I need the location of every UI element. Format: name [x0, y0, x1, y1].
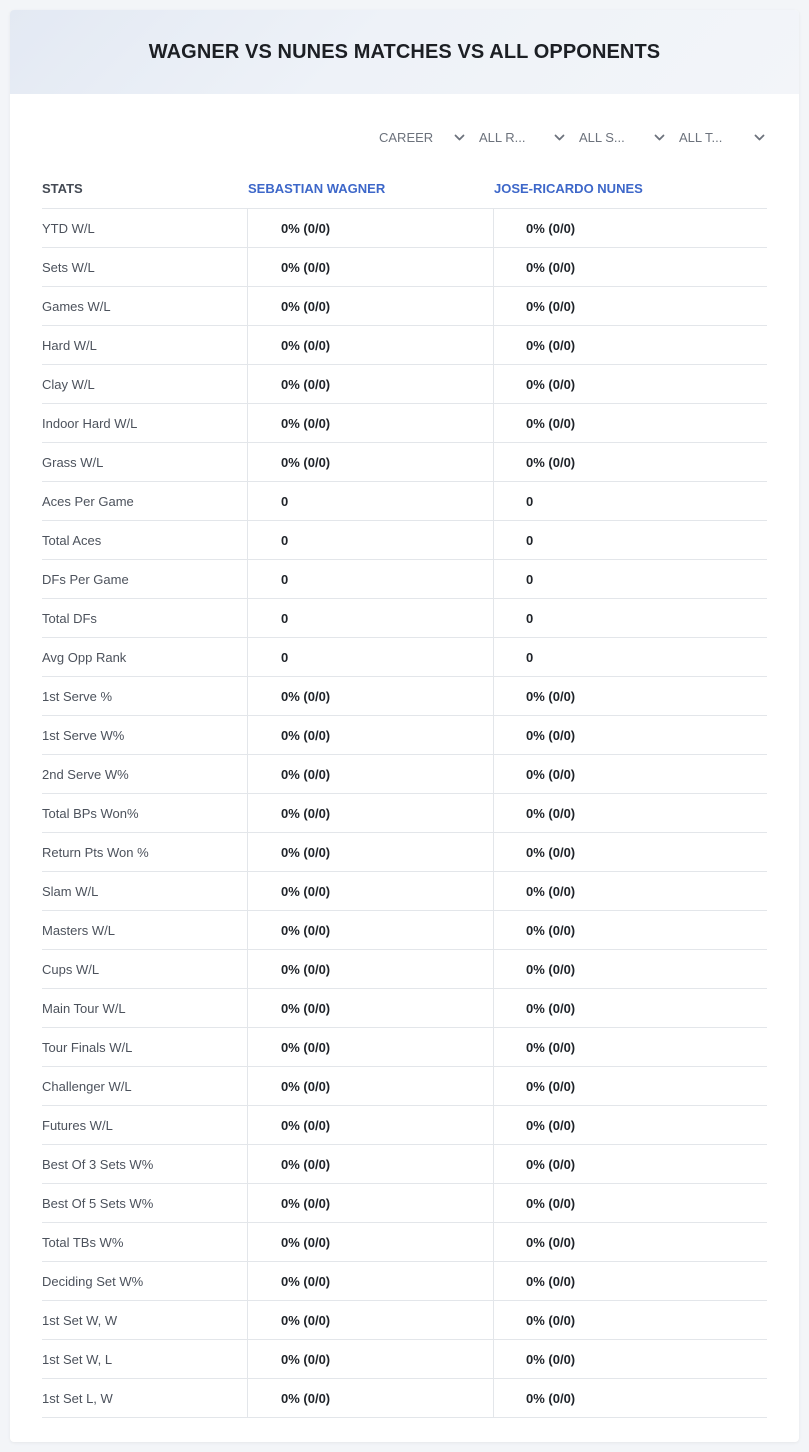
stat-label: Deciding Set W% [42, 1262, 248, 1300]
player2-value: 0 [526, 571, 534, 587]
player2-value: 0% (0/0) [526, 1039, 576, 1055]
player1-value: 0% (0/0) [248, 755, 494, 793]
table-row [42, 716, 767, 755]
player2-value: 0% (0/0) [526, 766, 576, 782]
filter-surface-select[interactable] [579, 127, 665, 147]
player1-value: 0 [248, 638, 494, 676]
player1-value: 0% (0/0) [248, 716, 494, 754]
table-row [42, 521, 767, 560]
filter-round-select[interactable] [479, 127, 565, 147]
stat-label: Hard W/L [42, 326, 248, 364]
stat-label: Return Pts Won % [42, 833, 248, 871]
stat-label: 1st Set L, W [42, 1379, 248, 1417]
table-row [42, 404, 767, 443]
table-row [42, 1145, 767, 1184]
player1-value: 0% (0/0) [248, 677, 494, 715]
table-row [42, 599, 767, 638]
player2-value: 0% (0/0) [526, 1273, 576, 1289]
filter-period-label: CAREER [379, 129, 434, 145]
player1-value: 0% (0/0) [248, 1106, 494, 1144]
table-row [42, 1067, 767, 1106]
player2-value: 0% (0/0) [526, 922, 576, 938]
table-row [42, 326, 767, 365]
player2-value: 0% (0/0) [526, 1000, 576, 1016]
player1-value: 0% (0/0) [248, 1184, 494, 1222]
stat-label: YTD W/L [42, 209, 248, 247]
stat-label: Clay W/L [42, 365, 248, 403]
player1-value: 0% (0/0) [248, 1340, 494, 1378]
stat-label: Aces Per Game [42, 482, 248, 520]
table-row [42, 833, 767, 872]
table-row [42, 677, 767, 716]
player1-value: 0% (0/0) [248, 1262, 494, 1300]
table-row [42, 638, 767, 677]
stat-label: Indoor Hard W/L [42, 404, 248, 442]
stat-label: Avg Opp Rank [42, 638, 248, 676]
table-row [42, 482, 767, 521]
player2-value: 0% (0/0) [526, 1312, 576, 1328]
table-row [42, 1223, 767, 1262]
player2-value: 0% (0/0) [526, 259, 576, 275]
stat-label: Best Of 3 Sets W% [42, 1145, 248, 1183]
player2-value: 0% (0/0) [526, 1234, 576, 1250]
stat-label: DFs Per Game [42, 560, 248, 598]
stat-label: 1st Serve % [42, 677, 248, 715]
table-row [42, 443, 767, 482]
table-row [42, 872, 767, 911]
table-row [42, 1106, 767, 1145]
player2-value: 0 [526, 532, 534, 548]
player1-value: 0% (0/0) [248, 911, 494, 949]
player1-value: 0% (0/0) [248, 209, 494, 247]
stats-card [10, 10, 799, 1442]
filter-surface-label: ALL S... [579, 129, 625, 145]
player2-value: 0% (0/0) [526, 376, 576, 392]
player2-value: 0% (0/0) [526, 1156, 576, 1172]
filter-bar [379, 127, 765, 147]
stat-label: Games W/L [42, 287, 248, 325]
stat-label: Challenger W/L [42, 1067, 248, 1105]
table-row [42, 1340, 767, 1379]
stat-label: Futures W/L [42, 1106, 248, 1144]
player2-value: 0% (0/0) [526, 727, 576, 743]
chevron-down-icon [654, 132, 665, 143]
player2-value: 0% (0/0) [526, 298, 576, 314]
player1-value: 0% (0/0) [248, 950, 494, 988]
player2-value: 0% (0/0) [526, 805, 576, 821]
player2-value: 0 [526, 493, 534, 509]
player2-value: 0% (0/0) [526, 1195, 576, 1211]
stat-label: Total TBs W% [42, 1223, 248, 1261]
stat-label: 2nd Serve W% [42, 755, 248, 793]
player2-value: 0 [526, 649, 534, 665]
player2-value: 0 [526, 610, 534, 626]
player1-value: 0% (0/0) [248, 872, 494, 910]
player1-value: 0% (0/0) [248, 1301, 494, 1339]
filter-tournament-select[interactable] [679, 127, 765, 147]
chevron-down-icon [754, 132, 765, 143]
stat-label: 1st Set W, W [42, 1301, 248, 1339]
stat-label: Best Of 5 Sets W% [42, 1184, 248, 1222]
stat-label: Masters W/L [42, 911, 248, 949]
player1-value: 0% (0/0) [248, 1145, 494, 1183]
table-row [42, 989, 767, 1028]
stat-label: Total Aces [42, 521, 248, 559]
player2-value: 0% (0/0) [526, 883, 576, 899]
table-header [42, 168, 767, 209]
header-stats: STATS [42, 180, 83, 196]
stat-label: Sets W/L [42, 248, 248, 286]
player2-value: 0% (0/0) [526, 1390, 576, 1406]
stat-label: Slam W/L [42, 872, 248, 910]
player2-value: 0% (0/0) [526, 1078, 576, 1094]
table-row [42, 794, 767, 833]
table-row [42, 1262, 767, 1301]
stat-label: Tour Finals W/L [42, 1028, 248, 1066]
player1-value: 0 [248, 599, 494, 637]
stat-label: Total DFs [42, 599, 248, 637]
player2-value: 0% (0/0) [526, 454, 576, 470]
stat-label: Cups W/L [42, 950, 248, 988]
player1-value: 0% (0/0) [248, 326, 494, 364]
filter-tournament-label: ALL T... [679, 129, 723, 145]
player1-value: 0% (0/0) [248, 833, 494, 871]
filter-round-label: ALL R... [479, 129, 526, 145]
player2-value: 0% (0/0) [526, 844, 576, 860]
stat-label: Grass W/L [42, 443, 248, 481]
stat-label: 1st Set W, L [42, 1340, 248, 1378]
player1-value: 0% (0/0) [248, 1379, 494, 1417]
table-row [42, 365, 767, 404]
player1-value: 0 [248, 482, 494, 520]
header-player1-link[interactable]: SEBASTIAN WAGNER [248, 180, 386, 196]
table-row [42, 755, 767, 794]
stat-label: Total BPs Won% [42, 794, 248, 832]
table-row [42, 287, 767, 326]
player1-value: 0% (0/0) [248, 287, 494, 325]
header-player2-link[interactable]: JOSE-RICARDO NUNES [494, 180, 643, 196]
card-header [10, 10, 799, 94]
player2-value: 0% (0/0) [526, 961, 576, 977]
player1-value: 0 [248, 560, 494, 598]
table-row [42, 1028, 767, 1067]
table-row [42, 1301, 767, 1340]
table-row [42, 1379, 767, 1418]
player1-value: 0% (0/0) [248, 365, 494, 403]
player1-value: 0% (0/0) [248, 1067, 494, 1105]
stats-table [42, 168, 767, 1418]
table-row [42, 950, 767, 989]
table-row [42, 248, 767, 287]
player1-value: 0% (0/0) [248, 404, 494, 442]
table-row [42, 911, 767, 950]
stat-label: Main Tour W/L [42, 989, 248, 1027]
player1-value: 0 [248, 521, 494, 559]
player2-value: 0% (0/0) [526, 1351, 576, 1367]
player1-value: 0% (0/0) [248, 1223, 494, 1261]
chevron-down-icon [554, 132, 565, 143]
table-row [42, 209, 767, 248]
player2-value: 0% (0/0) [526, 415, 576, 431]
page-title: WAGNER VS NUNES MATCHES VS ALL OPPONENTS [148, 40, 661, 63]
player2-value: 0% (0/0) [526, 220, 576, 236]
stat-label: 1st Serve W% [42, 716, 248, 754]
player2-value: 0% (0/0) [526, 337, 576, 353]
player1-value: 0% (0/0) [248, 1028, 494, 1066]
table-body [42, 209, 767, 1418]
player2-value: 0% (0/0) [526, 1117, 576, 1133]
chevron-down-icon [454, 132, 465, 143]
player1-value: 0% (0/0) [248, 989, 494, 1027]
player1-value: 0% (0/0) [248, 794, 494, 832]
player2-value: 0% (0/0) [526, 688, 576, 704]
player1-value: 0% (0/0) [248, 443, 494, 481]
player1-value: 0% (0/0) [248, 248, 494, 286]
table-row [42, 1184, 767, 1223]
filter-period-select[interactable] [379, 127, 465, 147]
table-row [42, 560, 767, 599]
